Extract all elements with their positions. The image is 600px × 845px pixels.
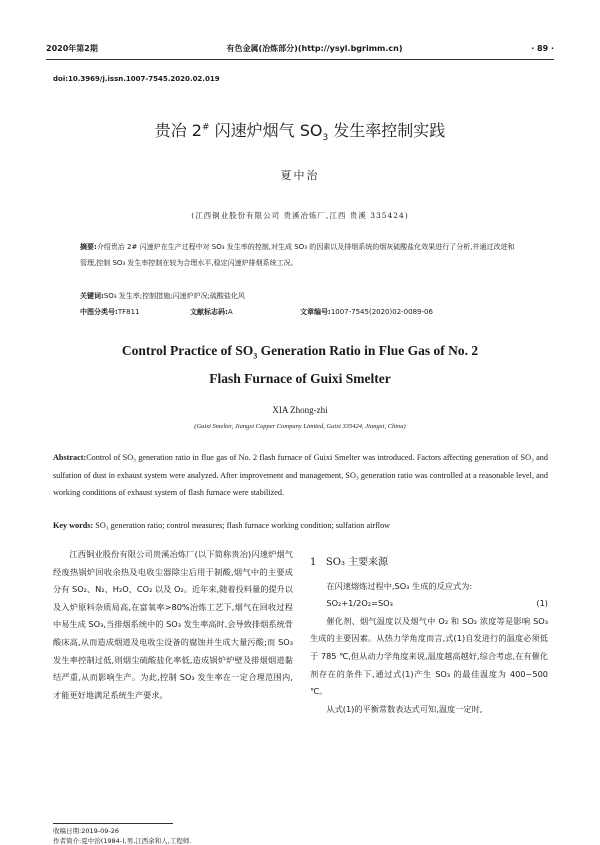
equation-1-formula: SO₂+1/2O₂=SO₃: [326, 598, 393, 609]
section-1-heading: [310, 554, 548, 572]
chinese-keywords: [80, 288, 520, 304]
en-keywords-label: Key words:: [53, 521, 94, 530]
equation-1: [310, 595, 548, 613]
body-left-column: [53, 546, 293, 704]
intro-paragraph: 江西铜业股份有限公司贵溪冶炼厂(以下简称贵冶)闪速炉烟气经废热锅炉回收余热及电收尘器除尘后用于制酸,烟气中的主要成分有 SO₂、N₂、H₂O、CO₂ 以及 O₂。近年来,随着投料量的提升以及入炉原料杂质局高,在富氧率>80%冶炼工艺下,烟气在回收过程中易生成 SO₃,当排烟系统中的 SO₃ 发生率高时,会导致排烟系统骨酸床高,从而造成烟道及电收尘设备的腐蚀并生成大量污酸;而 SO₃ 发生率控制过低,则烟尘硫酸盐化率低,造成锅炉炉壁及排烟烟道黏结严重,从而影响生产。为此,控制 SO₃ 发生率在一定合理范围内,才能更好地满足系统生产要求。: [53, 549, 293, 700]
header-page-number: · 89 ·: [531, 43, 554, 53]
section-1-paragraph-2: 催化剂、烟气温度以及烟气中 O₂ 和 SO₂ 浓度等是影响 SO₃ 生成的主要因素。从热力学角度而言,式(1)自发进行的温度必须低于 785 ℃,但从动力学角度来说,温度越高越好,综合考虑,在有催化剂存在的条件下,通过式(1)产生 SO₃ 的最佳温度为 400~500 ℃。: [310, 615, 548, 697]
cn-title-sub: 3: [322, 133, 329, 144]
en-keywords-text: SO₃ generation ratio; control measures; flash furnace working condition; sulfation airflow: [95, 521, 391, 530]
en-title-line1-pre: Control Practice of SO: [121, 343, 254, 358]
doc-code-group: [190, 304, 300, 320]
article-number-group: [300, 304, 433, 320]
section-1-number: 1: [310, 557, 317, 568]
equation-1-number: (1): [536, 598, 548, 609]
en-abstract-label: Abstract:: [53, 453, 87, 462]
section-1-paragraph-3: 从式(1)的平衡常数表达式可知,温度一定时,: [326, 703, 483, 714]
cn-keywords-text: SO₃ 发生率;控制措施;闪速炉炉况;硫酸盐化风: [103, 292, 245, 300]
section-1-paragraph-1: 在闪速熔炼过程中,SO₃ 生成的反应式为:: [326, 580, 473, 591]
cn-title-post: 发生率控制实践: [328, 121, 446, 140]
footnote-received: 收稿日期:2019-09-26: [53, 827, 119, 835]
clc-value: TF811: [117, 308, 140, 316]
doc-code-label: 文献标志码:: [190, 308, 228, 316]
english-abstract: [53, 449, 548, 502]
cn-abstract-label: 摘要:: [80, 243, 97, 251]
header-issue: 2020年第2期: [46, 43, 98, 53]
footnote-author-bio: 作者简介:夏中治(1984-),男,江西余和人,工程师.: [53, 837, 192, 845]
en-abstract-text: Control of SO₃ generation ratio in flue gas of No. 2 flash furnace of Guixi Smelter was introduced. Factors affecting generation of SO₃ and sulfation of dust in exhaust system were analyzed. After improvement and management, SO₃ generation ratio was controlled at a reasonable level, and working conditions of exhaust system of flash furnace were stabilized.: [53, 453, 548, 497]
en-title-line1: [0, 340, 600, 368]
article-number-value: 1007-7545(2020)02-0089-06: [330, 308, 433, 316]
cn-keywords-label: 关键词:: [80, 292, 104, 300]
section-1-title: SO₃ 主要来源: [325, 557, 389, 568]
doc-code-value: A: [227, 308, 233, 316]
en-title-line1-sub: 3: [253, 351, 258, 361]
en-title-line2: Flash Furnace of Guixi Smelter: [209, 370, 391, 386]
clc-label: 中图分类号:: [80, 308, 118, 316]
clc-group: [80, 304, 190, 320]
cn-title-sup: #: [201, 122, 210, 133]
english-author: XIA Zhong-zhi: [272, 405, 328, 415]
english-keywords: [53, 521, 548, 530]
en-title-line1-post: Generation Ratio in Flue Gas of No. 2: [257, 343, 479, 358]
chinese-affiliation: (江西铜业股份有限公司 贵溪冶炼厂,江西 贵溪 335424): [191, 211, 409, 220]
body-right-column: [310, 546, 548, 718]
chinese-author: 夏中治: [280, 169, 320, 182]
article-number-label: 文章编号:: [300, 308, 331, 316]
english-affiliation: (Guixi Smelter, Jiangxi Copper Company Limited, Guixi 335424, Jiangxi, China): [194, 423, 406, 430]
chinese-title: [0, 118, 600, 143]
classification-line: [80, 304, 520, 320]
doi: doi:10.3969/j.issn.1007-7545.2020.02.019: [53, 75, 220, 83]
header-rule: [46, 59, 554, 60]
footnote-rule: [53, 823, 173, 824]
cn-title-pre: 贵冶 2: [154, 121, 202, 140]
header-journal: 有色金属(冶炼部分)(http://ysyl.bgrimm.cn): [226, 43, 403, 53]
running-header: [46, 40, 554, 56]
chinese-abstract: [80, 239, 520, 271]
english-title: [0, 340, 600, 390]
cn-title-mid: 闪速炉烟气 SO: [209, 121, 323, 140]
cn-abstract-text: 介绍贵冶 2# 闪速炉在生产过程中对 SO₃ 发生率的控制,对生成 SO₃ 的因素以及排烟系统的烟灰硫酸盐化效果进行了分析,并通过改进和管理,控制 SO₃ 发生率控制在较为合理水平,稳定闪速炉排烟系统工况。: [80, 243, 515, 267]
